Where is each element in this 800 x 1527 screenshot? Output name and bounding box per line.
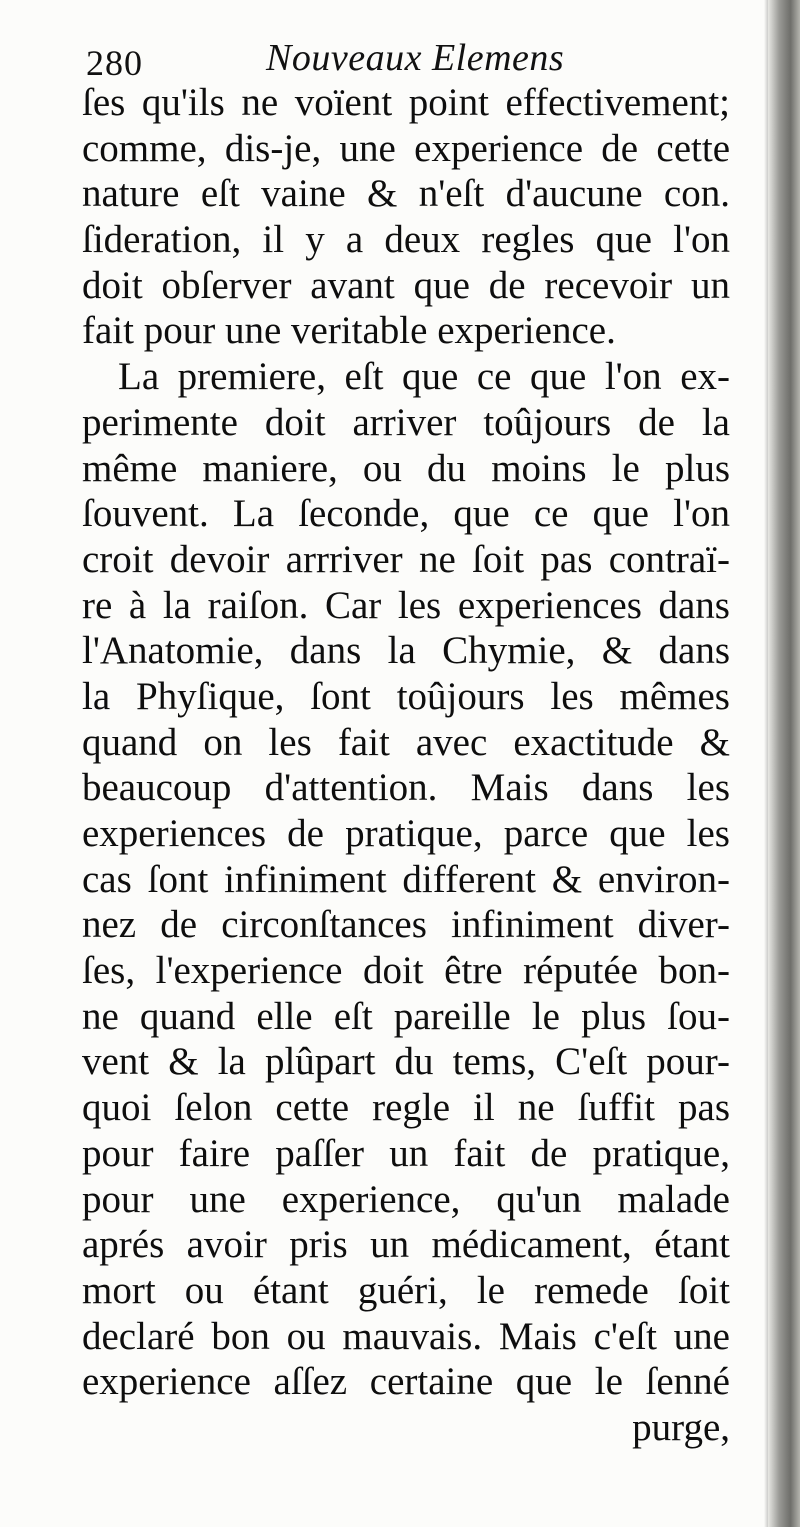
- text-line: mort ou étant guéri, le remede ſoit: [82, 1268, 730, 1312]
- text-line: nature eſt vaine & n'eſt d'aucune con.: [82, 172, 730, 216]
- text-line: fait pour une veritable experience.: [82, 309, 616, 353]
- text-line: ſes qu'ils ne voïent point effectivement;: [82, 81, 730, 124]
- text-line: l'Anatomie, dans la Chymie, & dans: [82, 629, 730, 673]
- text-line: re à la raiſon. Car les experiences dans: [82, 583, 730, 627]
- text-line: pour faire paſſer un fait de pratique,: [82, 1131, 730, 1175]
- text-line: ſes, l'experience doit être réputée bon-: [82, 949, 730, 993]
- text-line: aprés avoir pris un médicament, étant: [82, 1223, 730, 1267]
- text-line: experience aſſez certaine que le ſenné: [82, 1360, 730, 1404]
- text-line: ſideration, il y a deux regles que l'on: [82, 218, 730, 262]
- text-line: nez de circonſtances infiniment diver-: [82, 903, 730, 947]
- text-line: comme, dis-je, une experience de cette: [82, 126, 730, 170]
- text-line: experiences de pratique, parce que les: [82, 812, 730, 855]
- text-line: cas ſont infiniment different & environ-: [82, 857, 730, 901]
- body-text: [82, 80, 730, 1451]
- text-line: declaré bon ou mauvais. Mais c'eſt une: [82, 1314, 730, 1358]
- text-line: quoi ſelon cette regle il ne ſuffit pas: [82, 1086, 730, 1130]
- text-line: croit devoir arrriver ne ſoit pas contraï-: [82, 537, 730, 581]
- page-gutter-shadow: [768, 0, 800, 1527]
- text-line: quand on les fait avec exactitude &: [82, 720, 730, 764]
- text-line: la Phyſique, ſont toûjours les mêmes: [82, 674, 730, 718]
- text-line: beaucoup d'attention. Mais dans les: [82, 766, 730, 810]
- page-edge-shadow: [764, 0, 768, 1527]
- catchword: purge,: [632, 1405, 730, 1449]
- text-line: pour une experience, qu'un malade: [82, 1177, 730, 1221]
- text-line: doit obſerver avant que de recevoir un: [82, 263, 730, 307]
- paragraph-start-line: La premiere, eſt que ce que l'on ex-: [118, 355, 730, 399]
- text-line: perimente doit arriver toûjours de la: [82, 400, 730, 444]
- text-line: ne quand elle eſt pareille le plus ſou-: [82, 994, 730, 1038]
- running-head: Nouveaux Elemens: [266, 37, 565, 79]
- page-number: 280: [86, 43, 143, 83]
- text-line: même maniere, ou du moins le plus: [82, 446, 730, 490]
- text-line: ſouvent. La ſeconde, que ce que l'on: [82, 492, 730, 536]
- text-line: vent & la plûpart du tems, C'eſt pour-: [82, 1040, 730, 1084]
